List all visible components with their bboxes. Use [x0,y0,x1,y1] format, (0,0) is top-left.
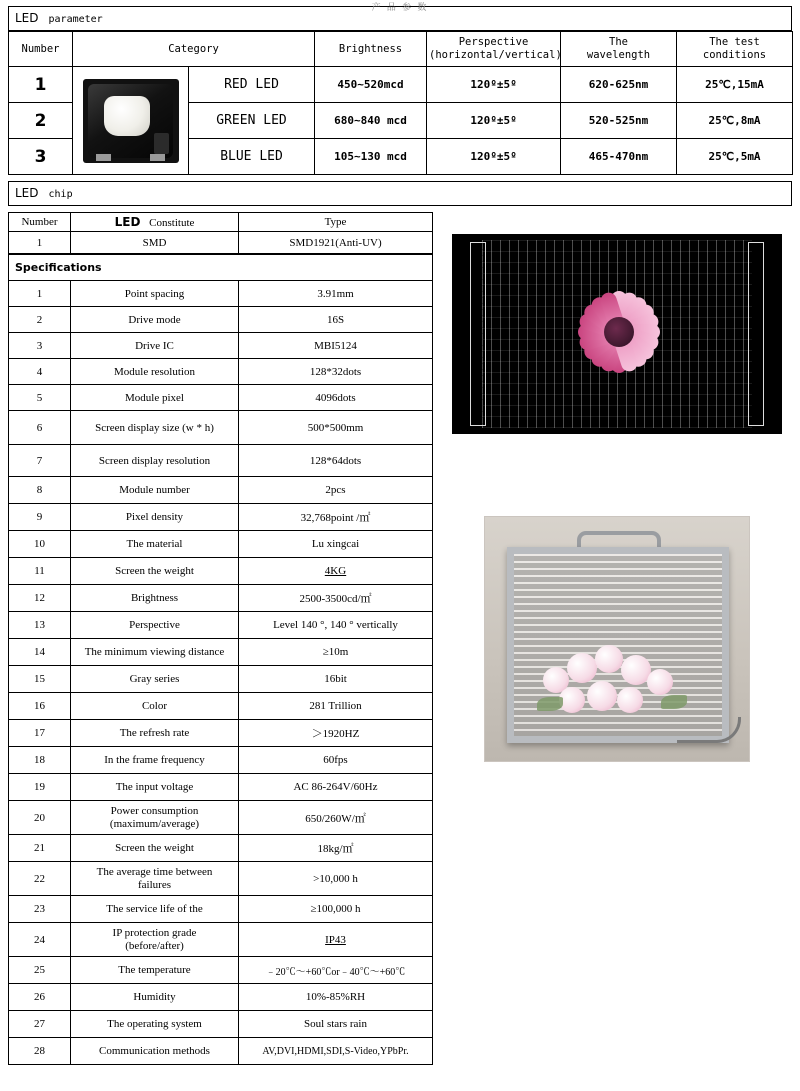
col-header-constitute [71,213,239,232]
row-item: Screen the weight [71,558,239,585]
row-value: 18kg/㎡ [239,835,433,862]
row-number: 1 [9,281,71,307]
mesh-bar-right [748,242,764,426]
table-header-row [9,32,793,67]
row-value: 2500-3500cd/㎡ [239,585,433,612]
row-item: The operating system [71,1011,239,1038]
col-header-wavelength-line1: The [609,36,628,48]
row-item: Perspective [71,612,239,639]
row-number: 8 [9,477,71,504]
row-value: Soul stars rain [239,1011,433,1038]
row-item: Drive IC [71,333,239,359]
row-item-line1: IP protection grade [112,926,197,939]
table-row [9,504,433,531]
specifications-title: Specifications [9,255,433,281]
row-number: 22 [9,862,71,896]
table-row [9,67,793,103]
row-value: 128*64dots [239,445,433,477]
panel-display-photo [484,516,750,762]
row-value: Level 140 °, 140 ° vertically [239,612,433,639]
row-number: 18 [9,747,71,774]
col-header-wavelength [561,32,677,67]
row-item: Communication methods [71,1038,239,1065]
row-item: Gray series [71,666,239,693]
row-value: 3.91mm [239,281,433,307]
row-number: 17 [9,720,71,747]
table-row [9,585,433,612]
table-row [9,984,433,1011]
row-item: Brightness [71,585,239,612]
table-row [9,957,433,984]
col-header-wavelength-line2: wavelength [586,49,651,62]
row-number: 23 [9,896,71,923]
row-value: 4KG [239,558,433,585]
row-number: 14 [9,639,71,666]
col-header-test-line2: conditions [702,49,767,62]
lower-content [8,212,792,1065]
row-number: 10 [9,531,71,558]
row-item: The temperature [71,957,239,984]
row-value: 128*32dots [239,359,433,385]
table-row [9,281,433,307]
col-header-test-line1: The test [709,36,760,48]
row-item-line2: (maximum/average) [109,817,200,830]
row-number: 12 [9,585,71,612]
row-value: ﹣20℃～+60℃or﹣40℃～+60℃ [239,957,433,984]
col-header-test-conditions [677,32,793,67]
row-value: IP43 [239,923,433,957]
row-number: 21 [9,835,71,862]
row-number: 11 [9,558,71,585]
row-number: 25 [9,957,71,984]
row-value: 60fps [239,747,433,774]
row-number: 16 [9,693,71,720]
row-item: Screen the weight [71,835,239,862]
row-number: 13 [9,612,71,639]
row-number: 4 [9,359,71,385]
table-row [9,862,433,896]
mesh-bar-left [470,242,486,426]
table-row [9,835,433,862]
row-value: 2pcs [239,477,433,504]
row-perspective: 120º±5º [427,139,561,175]
led-parameter-table [8,31,793,175]
table-row [9,720,433,747]
row-value: 10%-85%RH [239,984,433,1011]
row-item: Module pixel [71,385,239,411]
row-number: 26 [9,984,71,1011]
row-number: 28 [9,1038,71,1065]
left-column [8,212,438,1065]
col-header-type: Type [239,213,433,232]
led-parameter-title-cjk: LED [15,11,39,25]
table-row [9,411,433,445]
row-item: Pixel density [71,504,239,531]
row-item: Screen display size (w * h) [71,411,239,445]
row-value: 32,768point /㎡ [239,504,433,531]
led-photo-cell [73,67,189,175]
row-item-line2: (before/after) [125,939,184,952]
row-item: Drive mode [71,307,239,333]
col-header-perspective [427,32,561,67]
table-row [9,612,433,639]
row-value: 4096dots [239,385,433,411]
col-header-number: Number [9,213,71,232]
row-number: 3 [9,139,73,175]
table-row [9,1011,433,1038]
table-row [9,693,433,720]
row-wavelength: 465-470nm [561,139,677,175]
led-chip-title-cjk: LED [15,186,39,201]
col-header-constitute-en: Constitute [149,217,195,230]
col-header-perspective-line1: Perspective [458,36,529,48]
row-test-conditions: 25℃,8mA [677,103,793,139]
col-header-constitute-cjk: LED [114,215,141,230]
row-value: AC 86-264V/60Hz [239,774,433,801]
specifications-table [8,254,433,1065]
row-number: 15 [9,666,71,693]
led-chip-title-row [9,182,792,206]
row-number: 1 [9,232,71,254]
table-row [9,531,433,558]
row-item-line1: The average time between [96,865,213,878]
col-header-brightness: Brightness [315,32,427,67]
led-chip-table [8,212,433,254]
row-item [71,801,239,835]
row-number: 2 [9,307,71,333]
row-category: GREEN LED [189,103,315,139]
table-row [9,774,433,801]
table-row [9,445,433,477]
table-row [9,558,433,585]
table-row [9,896,433,923]
led-chip-title-cell [9,182,792,206]
row-value: 500*500mm [239,411,433,445]
row-value: ≥100,000 h [239,896,433,923]
row-test-conditions: 25℃,15mA [677,67,793,103]
row-number: 3 [9,333,71,359]
row-category: RED LED [189,67,315,103]
row-item: Module number [71,477,239,504]
right-column [438,212,792,1065]
col-header-category: Category [73,32,315,67]
table-row [9,747,433,774]
row-number: 5 [9,385,71,411]
bouquet-graphic [537,641,687,727]
col-header-number: Number [9,32,73,67]
table-row [9,307,433,333]
row-item: The input voltage [71,774,239,801]
row-value: Lu xingcai [239,531,433,558]
row-type: SMD1921(Anti-UV) [239,232,433,254]
row-value: 650/260W/㎡ [239,801,433,835]
row-value: ≥10m [239,639,433,666]
row-wavelength: 620-625nm [561,67,677,103]
row-category: BLUE LED [189,139,315,175]
table-row [9,232,433,254]
row-number: 2 [9,103,73,139]
smd-led-photo-icon [83,79,179,163]
row-number: 24 [9,923,71,957]
table-row [9,359,433,385]
row-constitute: SMD [71,232,239,254]
row-item: The refresh rate [71,720,239,747]
table-row [9,639,433,666]
row-item: Screen display resolution [71,445,239,477]
led-chip-section [8,181,792,206]
row-value: >10,000 h [239,862,433,896]
row-value: AV,DVI,HDMI,SDI,S-Video,YPbPr. [239,1038,433,1065]
row-item [71,923,239,957]
row-item: The minimum viewing distance [71,639,239,666]
specifications-title-row [9,255,433,281]
flower-display-photo [452,234,782,434]
row-number: 1 [9,67,73,103]
flower-graphic [544,248,694,416]
table-row [9,477,433,504]
table-row [9,385,433,411]
table-row [9,1038,433,1065]
table-header-row [9,213,433,232]
row-brightness: 680~840 mcd [315,103,427,139]
row-number: 19 [9,774,71,801]
table-row [9,666,433,693]
table-row [9,923,433,957]
row-value: ＞1920HZ [239,720,433,747]
row-item [71,862,239,896]
row-number: 27 [9,1011,71,1038]
row-value: 281 Trillion [239,693,433,720]
row-value: 16S [239,307,433,333]
row-wavelength: 520-525nm [561,103,677,139]
row-item: The service life of the [71,896,239,923]
page-header-note: 产 品 参 数 [371,2,429,12]
row-item-line1: Power consumption [110,804,199,817]
row-item: Point spacing [71,281,239,307]
row-number: 20 [9,801,71,835]
row-item: The material [71,531,239,558]
row-item: Color [71,693,239,720]
row-number: 7 [9,445,71,477]
row-item: In the frame frequency [71,747,239,774]
row-brightness: 105~130 mcd [315,139,427,175]
row-brightness: 450~520mcd [315,67,427,103]
row-number: 9 [9,504,71,531]
table-row [9,333,433,359]
row-number: 6 [9,411,71,445]
led-parameter-title-en: parameter [48,14,103,25]
row-value: 16bit [239,666,433,693]
table-row [9,801,433,835]
col-header-perspective-line2: (horizontal/vertical) [429,49,562,62]
row-value: MBI5124 [239,333,433,359]
row-perspective: 120º±5º [427,103,561,139]
row-item: Module resolution [71,359,239,385]
row-test-conditions: 25℃,5mA [677,139,793,175]
row-perspective: 120º±5º [427,67,561,103]
led-chip-title-en: chip [48,189,73,201]
row-item: Humidity [71,984,239,1011]
row-item-line2: failures [138,878,171,891]
